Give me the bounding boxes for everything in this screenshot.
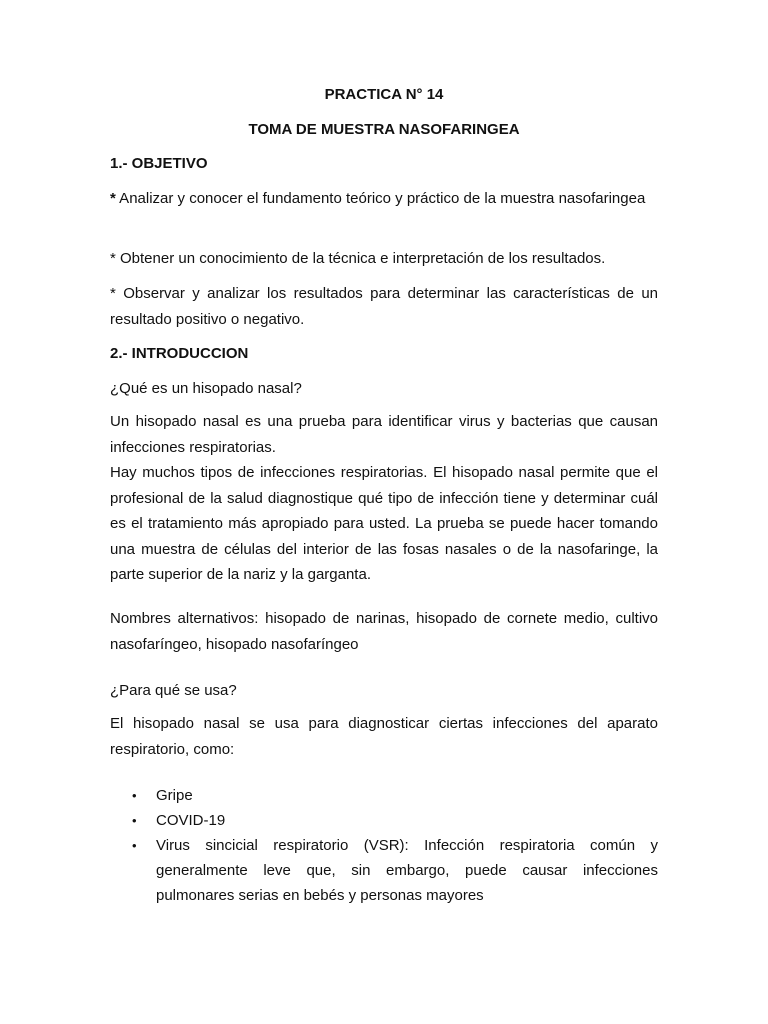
question-que-es: ¿Qué es un hisopado nasal?: [110, 380, 302, 397]
objective-1-star: *: [110, 190, 116, 207]
section-heading-objetivo: 1.- OBJETIVO: [110, 155, 208, 172]
list-item-text: Gripe: [156, 787, 193, 804]
list-item: [110, 783, 658, 808]
list-item-text: Virus sincicial respiratorio (VSR): Infección respiratoria común y generalmente leve que, sin embargo, puede causar infecciones pulmonares serias en bebés y personas mayores: [156, 837, 658, 904]
bullet-icon: •: [132, 838, 137, 853]
intro-paragraph-1: Un hisopado nasal es una prueba para identificar virus y bacterias que causan infecciones respiratorias.: [110, 413, 658, 456]
list-item: [110, 808, 658, 833]
section-heading-introduccion: 2.- INTRODUCCION: [110, 345, 249, 362]
document-subtitle: TOMA DE MUESTRA NASOFARINGEA: [248, 121, 520, 138]
objective-1-text: Analizar y conocer el fundamento teórico y práctico de la muestra nasofaringea: [115, 190, 646, 207]
infection-list: [110, 783, 658, 908]
objective-3: * Observar y analizar los resultados para determinar las características de un resultado positivo o negativo.: [110, 285, 658, 328]
bullet-icon: •: [132, 788, 137, 803]
list-item-text: COVID-19: [156, 812, 226, 829]
uses-intro: El hisopado nasal se usa para diagnosticar ciertas infecciones del aparato respiratorio, como:: [110, 715, 658, 758]
document-title: PRACTICA N° 14: [324, 86, 444, 103]
list-item: [110, 833, 658, 908]
question-para-que: ¿Para qué se usa?: [110, 682, 237, 699]
objective-2: * Obtener un conocimiento de la técnica e interpretación de los resultados.: [110, 250, 606, 267]
alternative-names: Nombres alternativos: hisopado de narinas, hisopado de cornete medio, cultivo nasofaríngeo, hisopado nasofaríngeo: [110, 610, 658, 653]
intro-paragraph-2: Hay muchos tipos de infecciones respiratorias. El hisopado nasal permite que el profesional de la salud diagnostique qué tipo de infección tiene y determinar cuál es el tratamiento más apropiado para usted. La prueba se puede hacer tomando una muestra de células del interior de las fosas nasales o de la nasofaringe, la parte superior de la nariz y la garganta.: [110, 464, 658, 583]
bullet-icon: •: [132, 813, 137, 828]
objective-1: [110, 186, 658, 212]
